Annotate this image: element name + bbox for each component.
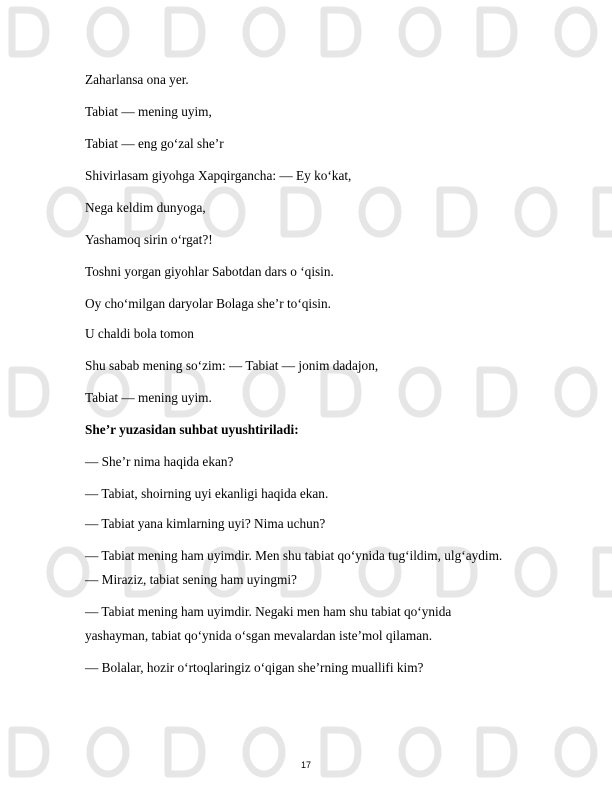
text-line-19: yashayman, tabiat qo‘ynida o‘sgan mevalardan iste’mol qilaman. <box>85 628 433 643</box>
watermark-glyph-o <box>518 550 554 594</box>
text-line-16: — Tabiat mening ham uyimdir. Men shu tabiat qo‘ynida tug‘ildim, ulg‘aydim. <box>85 548 503 563</box>
watermark-glyph-d <box>12 10 46 54</box>
text-line-15: — Tabiat yana kimlarning uyi? Nima uchun? <box>85 516 326 531</box>
text-line-2: Tabiat — mening uyim, <box>85 104 212 119</box>
text-line-3: Tabiat — eng go‘zal she’r <box>85 136 224 151</box>
watermark-glyph-o <box>50 550 86 594</box>
watermark-glyph-d <box>324 370 358 414</box>
watermark-glyph-o <box>402 370 438 414</box>
watermark-glyph-d <box>440 190 474 234</box>
watermark-glyph-o <box>246 370 282 414</box>
watermark-glyph-o <box>90 10 126 54</box>
text-line-7: Toshni yorgan giyohlar Sabotdan dars o ‘qisin. <box>85 264 334 279</box>
text-line-1: Zaharlansa ona yer. <box>85 72 189 87</box>
watermark-glyph-o <box>518 190 554 234</box>
watermark-glyph-o <box>362 190 398 234</box>
watermark-glyph-d <box>324 10 358 54</box>
watermark-glyph-o <box>246 10 282 54</box>
watermark-glyph-d <box>596 190 612 234</box>
text-line-6: Yashamoq sirin o‘rgat?! <box>85 232 213 247</box>
watermark-glyph-o <box>402 10 438 54</box>
text-line-20: — Bolalar, hozir o‘rtoqlaringiz o‘qigan she’rning muallifi kim? <box>85 660 424 675</box>
section-heading: She’r yuzasidan suhbat uyushtiriladi: <box>85 422 299 437</box>
watermark-glyph-d <box>480 10 514 54</box>
text-line-4: Shivirlasam giyohga Xapqirgancha: — Ey ko‘kat, <box>85 168 352 183</box>
text-line-17: — Miraziz, tabiat sening ham uyingmi? <box>85 572 297 587</box>
watermark-glyph-o <box>206 190 242 234</box>
watermark-glyph-d <box>284 190 318 234</box>
text-line-11: Tabiat — mening uyim. <box>85 390 212 405</box>
page-number: 17 <box>300 760 311 770</box>
watermark-glyph-d <box>168 10 202 54</box>
text-line-8: Oy cho‘milgan daryolar Bolaga she’r to‘qisin. <box>85 296 331 311</box>
text-line-18: — Tabiat mening ham uyimdir. Negaki men ham shu tabiat qo‘ynida <box>85 604 452 619</box>
text-line-13: — She’r nima haqida ekan? <box>85 454 234 469</box>
watermark-glyph-o <box>50 190 86 234</box>
watermark-glyph-o <box>558 370 594 414</box>
text-line-9: U chaldi bola tomon <box>85 326 194 341</box>
watermark-glyph-d <box>12 370 46 414</box>
watermark-glyph-d <box>480 370 514 414</box>
text-line-5: Nega keldim dunyoga, <box>85 200 206 215</box>
text-line-10: Shu sabab mening so‘zim: — Tabiat — jonim dadajon, <box>85 358 379 373</box>
watermark-glyph-o <box>558 10 594 54</box>
watermark-glyph-d <box>596 550 612 594</box>
text-line-14: — Tabiat, shoirning uyi ekanligi haqida ekan. <box>85 486 329 501</box>
